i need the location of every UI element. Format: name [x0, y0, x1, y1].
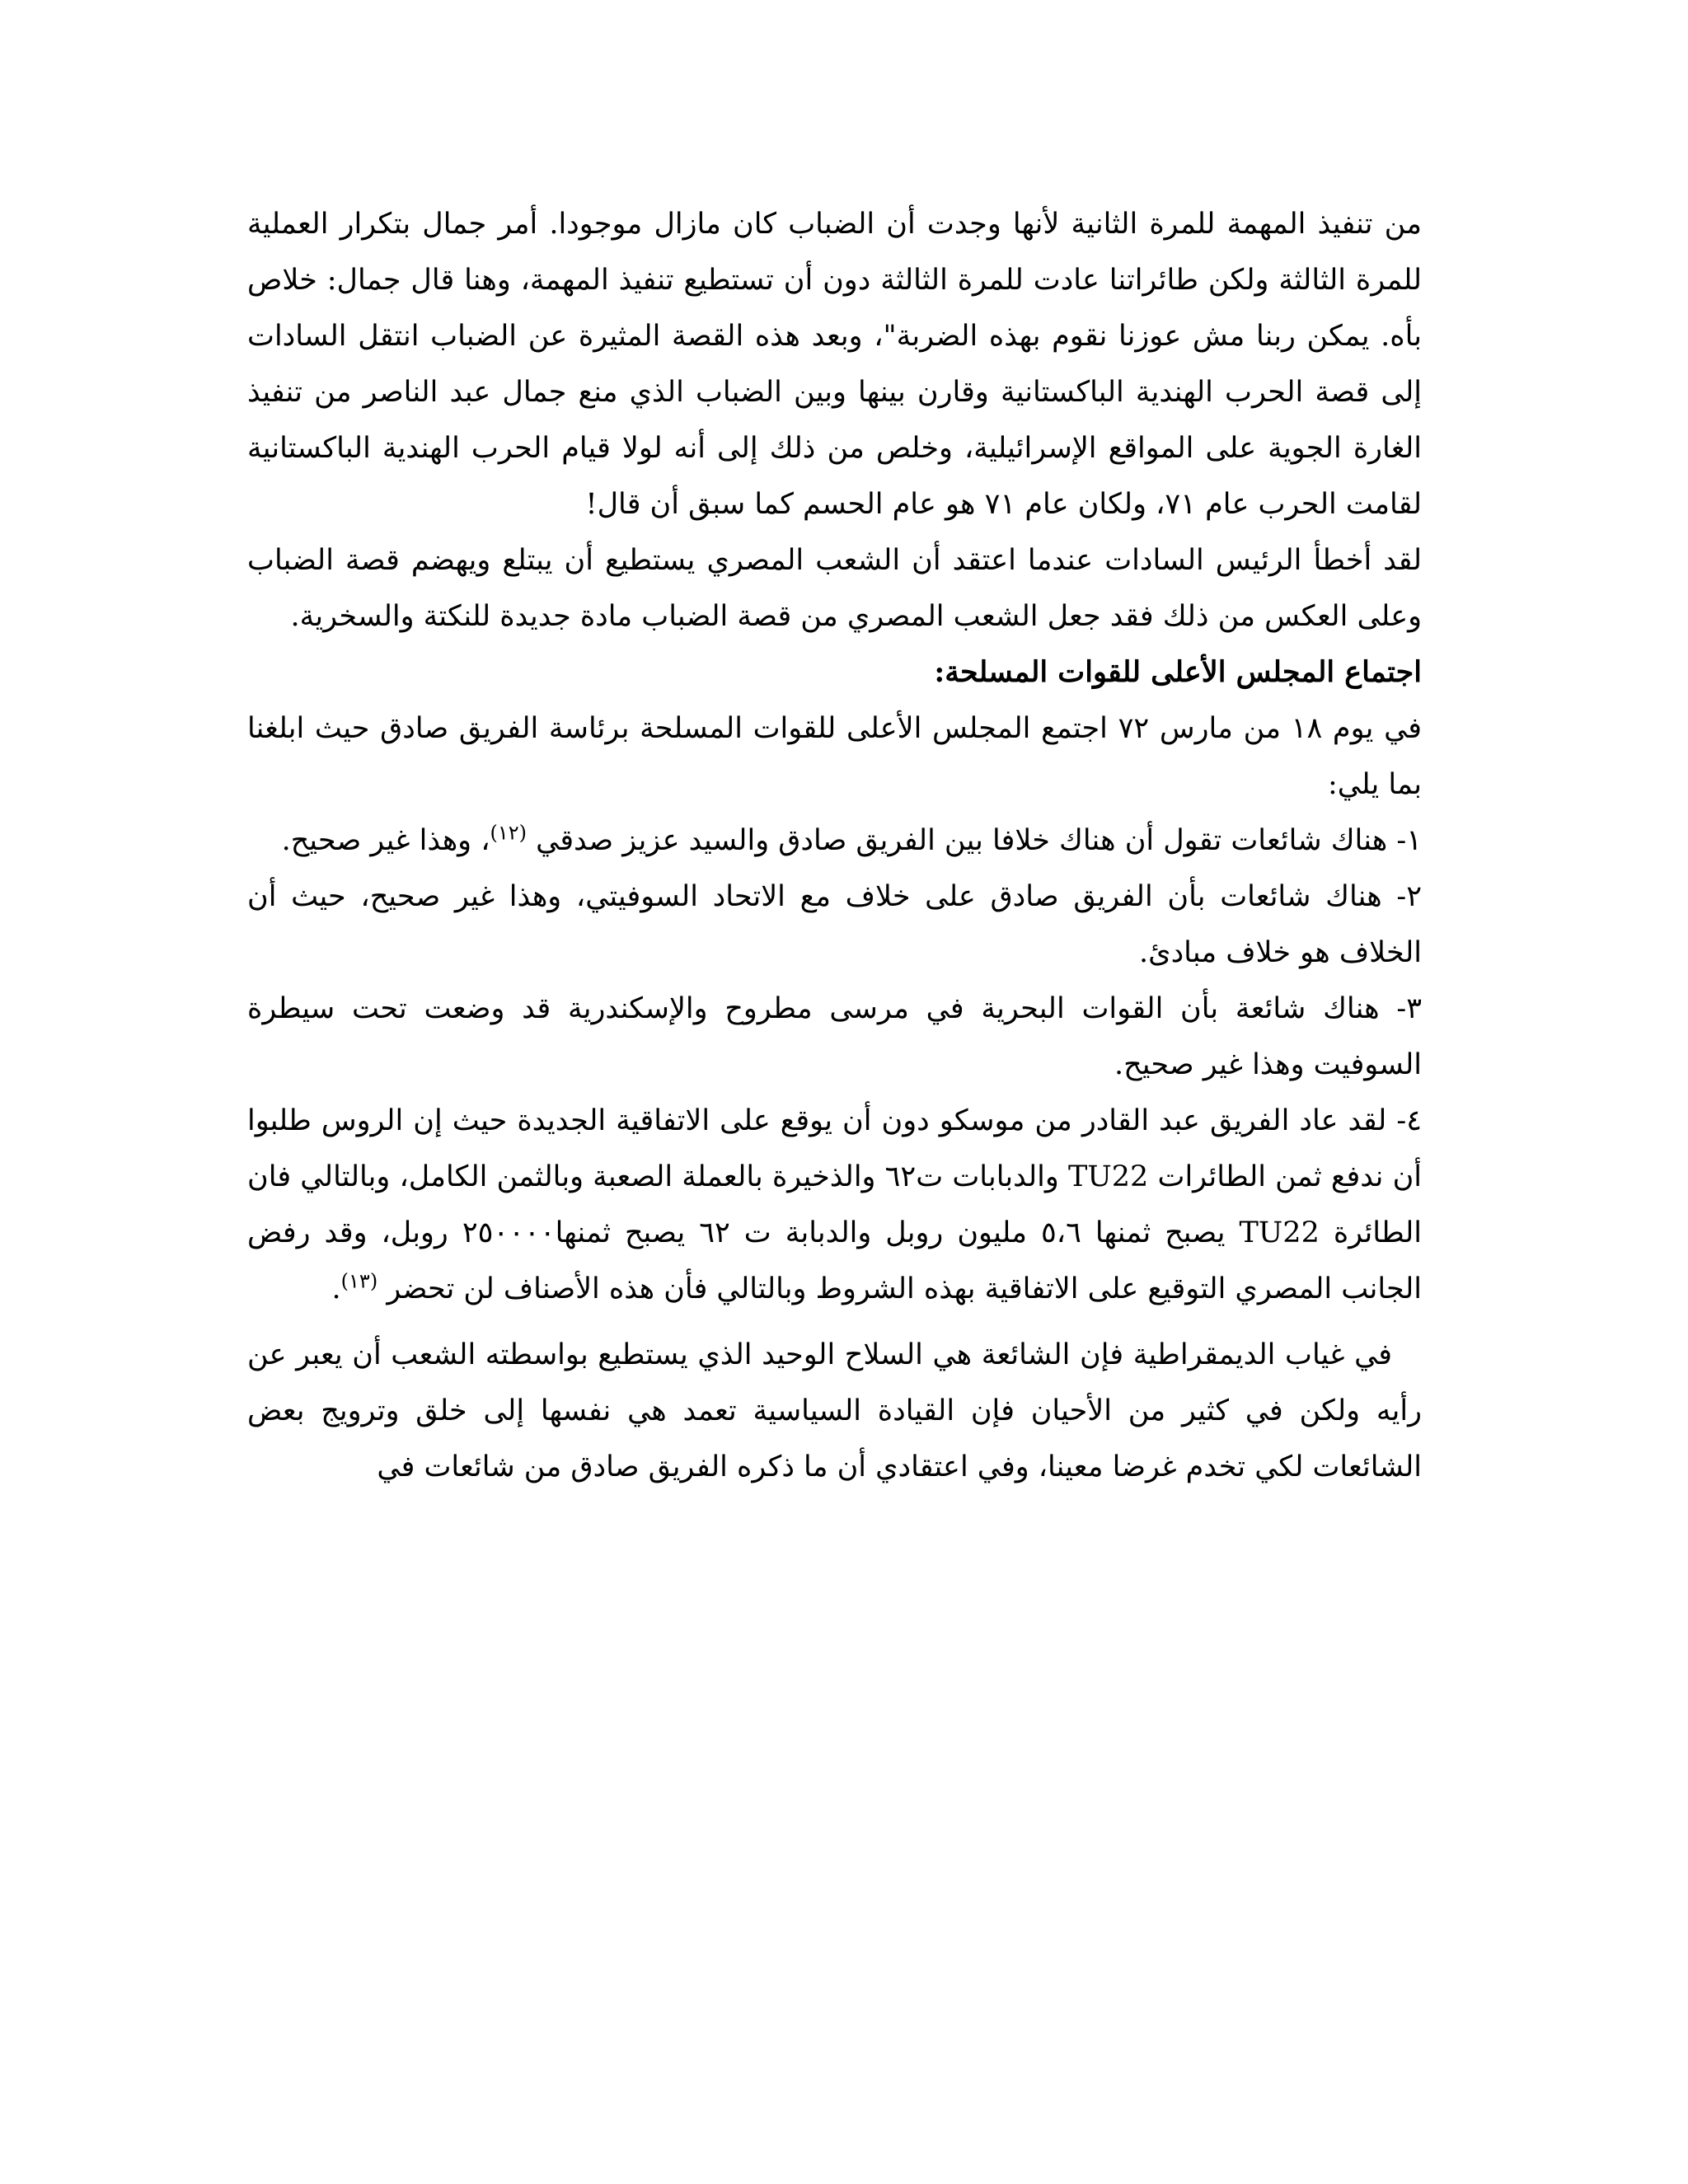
footnote-ref-12: (١٢) — [490, 821, 528, 845]
list-item-1 — [247, 813, 1422, 869]
footnote-ref-13: (١٣) — [340, 1269, 378, 1293]
paragraph-sadat-mistake: لقد أخطأ الرئيس السادات عندما اعتقد أن الشعب المصري يستطيع أن يبتلع ويهضم قصة الضباب وعلى العكس من ذلك فقد جعل الشعب المصري من قصة الضباب مادة جديدة للنكتة والسخرية. — [247, 544, 1422, 633]
list-item-1-end: ، وهذا غير صحيح. — [281, 824, 490, 857]
section-heading: اجتماع المجلس الأعلى للقوات المسلحة: — [934, 655, 1422, 689]
list-item-2 — [247, 869, 1422, 981]
paragraph-rumors: في غياب الديمقراطية فإن الشائعة هي السلاح الوحيد الذي يستطيع بواسطته الشعب أن يعبر عن رأيه ولكن في كثير من الأحيان فإن القيادة السياسية تعمد هي نفسها إلى خلق وترويج بعض الشائعات لكي تخدم غرضا معينا، وفي اعتقادي أن ما ذكره الفريق صادق من شائعات في — [247, 1338, 1422, 1483]
meeting-intro: في يوم ١٨ من مارس ٧٢ اجتمع المجلس الأعلى للقوات المسلحة برئاسة الفريق صادق حيث ابلغنا بما يلي: — [247, 712, 1423, 801]
list-item-1-text: ١- هناك شائعات تقول أن هناك خلافا بين الفريق صادق والسيد عزيز صدقي — [527, 824, 1422, 857]
list-item-3 — [247, 981, 1422, 1093]
list-item-2-text: ٢- هناك شائعات بأن الفريق صادق على خلاف مع الاتحاد السوفيتي، وهذا غير صحيح، حيث أن الخلاف هو خلاف مبادئ. — [247, 880, 1422, 969]
list-item-4 — [247, 1093, 1422, 1317]
document-body — [247, 196, 1422, 1495]
list-item-3-text: ٣- هناك شائعة بأن القوات البحرية في مرسى مطروح والإسكندرية قد وضعت تحت سيطرة السوفيت وهذا غير صحيح. — [247, 992, 1422, 1081]
list-item-4-text: ٤- لقد عاد الفريق عبد القادر من موسكو دون أن يوقع على الاتفاقية الجديدة حيث إن الروس طلبوا أن ندفع ثمن الطائرات TU22 والدبابات ت٦٢ والذخيرة بالعملة الصعبة وبالثمن الكامل، وبالتالي فان الطائرة TU22 يصبح ثمنها ٥،٦ مليون روبل والدبابة ت ٦٢ يصبح ثمنها٢٥٠٠٠٠ روبل، وقد رفض الجانب المصري التوقيع على الاتفاقية بهذه الشروط وبالتالي فأن هذه الأصناف لن تحضر — [247, 1104, 1422, 1305]
paragraph-fog-story: من تنفيذ المهمة للمرة الثانية لأنها وجدت أن الضباب كان مازال موجودا. أمر جمال بتكرار العملية للمرة الثالثة ولكن طائراتنا عادت للمرة الثالثة دون أن تستطيع تنفيذ المهمة، وهنا قال جمال: خلاص بأه. يمكن ربنا مش عوزنا نقوم بهذه الضربة"، وبعد هذه القصة المثيرة عن الضباب انتقل السادات إلى قصة الحرب الهندية الباكستانية وقارن بينها وبين الضباب الذي منع جمال عبد الناصر من تنفيذ الغارة الجوية على المواقع الإسرائيلية، وخلص من ذلك إلى أنه لولا قيام الحرب الهندية الباكستانية لقامت الحرب عام ٧١، ولكان عام ٧١ هو عام الحسم كما سبق أن قال! — [247, 208, 1422, 521]
list-item-4-end: . — [331, 1272, 341, 1305]
